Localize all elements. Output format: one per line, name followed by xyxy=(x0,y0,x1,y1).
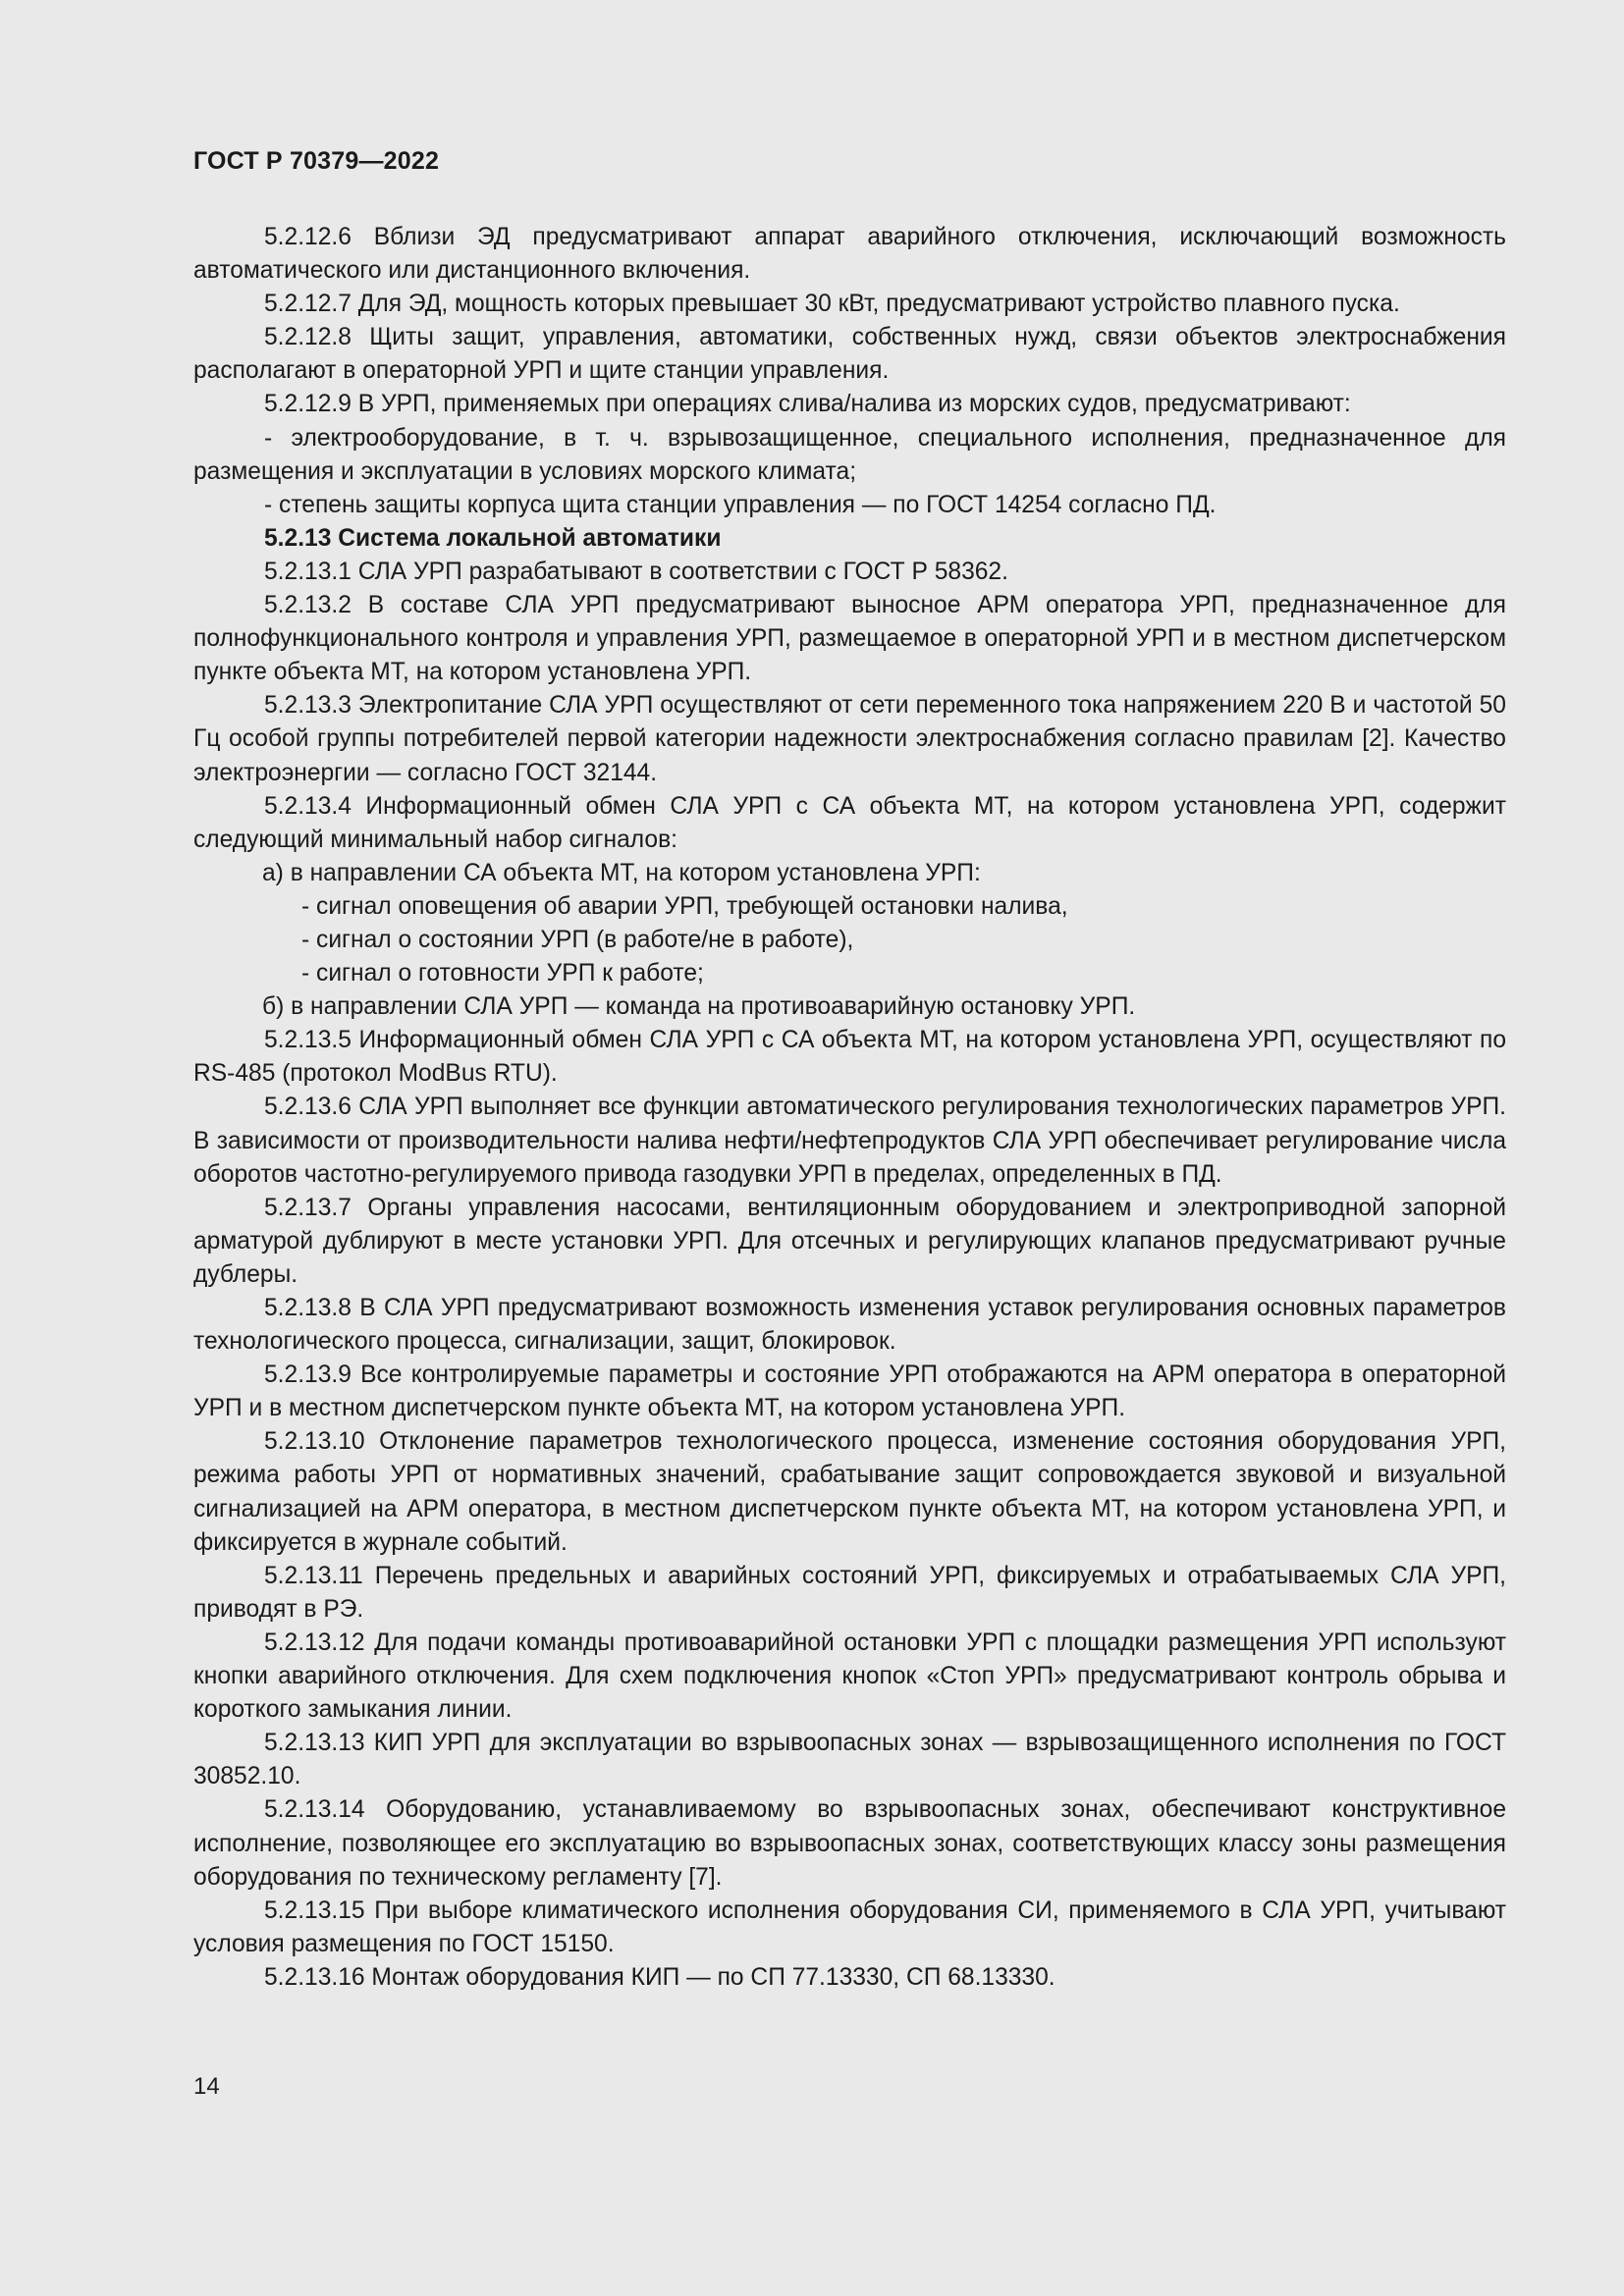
paragraph-5-2-13-7: 5.2.13.7 Органы управления насосами, вентиляционным оборудованием и электроприводной запорной арматурой дублируют в месте установки УРП. Для отсечных и регулирующих клапанов предусматривают ручные дублеры. xyxy=(193,1194,1506,1288)
list-item-a: а) в направлении СА объекта МТ, на котором установлена УРП: xyxy=(262,859,981,886)
paragraph-5-2-13-5: 5.2.13.5 Информационный обмен СЛА УРП с СА объекта МТ, на котором установлена УРП, осуществляют по RS-485 (протокол ModBus RTU). xyxy=(193,1027,1506,1088)
paragraph-5-2-13-4: 5.2.13.4 Информационный обмен СЛА УРП с СА объекта МТ, на котором установлена УРП, содержит следующий минимальный набор сигналов: xyxy=(193,792,1506,853)
document-header: ГОСТ Р 70379—2022 xyxy=(193,147,440,175)
list-item: - электрооборудование, в т. ч. взрывозащищенное, специального исполнения, предназначенное для размещения и эксплуатации в условиях морского климата; xyxy=(193,424,1506,485)
paragraph-5-2-13-14: 5.2.13.14 Оборудованию, устанавливаемому во взрывоопасных зонах, обеспечивают конструктивное исполнение, позволяющее его эксплуатацию во взрывоопасных зонах, соответствующих классу зоны размещения оборудования по техническому регламенту [7]. xyxy=(193,1796,1506,1891)
section-heading: 5.2.13 Система локальной автоматики xyxy=(264,524,722,552)
list-item-b: б) в направлении СЛА УРП — команда на противоаварийную остановку УРП. xyxy=(262,993,1136,1021)
paragraph-5-2-12-9: 5.2.12.9 В УРП, применяемых при операциях слива/налива из морских судов, предусматривают: xyxy=(264,391,1351,418)
list-subitem: - сигнал оповещения об аварии УРП, требующей остановки налива, xyxy=(301,892,1068,920)
document-body xyxy=(193,221,1506,1995)
paragraph-5-2-12-6: 5.2.12.6 Вблизи ЭД предусматривают аппарат аварийного отключения, исключающий возможность автоматического или дистанционного включения. xyxy=(193,224,1506,285)
list-subitem: - сигнал о готовности УРП к работе; xyxy=(301,960,704,988)
page-number: 14 xyxy=(193,2073,220,2100)
paragraph-5-2-13-2: 5.2.13.2 В составе СЛА УРП предусматривают выносное АРМ оператора УРП, предназначенное для полнофункционального контроля и управления УРП, размещаемое в операторной УРП и в местном диспетчерском пункте объекта МТ, на котором установлена УРП. xyxy=(193,592,1506,686)
paragraph-5-2-13-13: 5.2.13.13 КИП УРП для эксплуатации во взрывоопасных зонах — взрывозащищенного исполнения по ГОСТ 30852.10. xyxy=(193,1730,1506,1790)
paragraph-5-2-13-8: 5.2.13.8 В СЛА УРП предусматривают возможность изменения уставок регулирования основных параметров технологического процесса, сигнализации, защит, блокировок. xyxy=(193,1295,1506,1356)
paragraph-5-2-13-16: 5.2.13.16 Монтаж оборудования КИП — по СП 77.13330, СП 68.13330. xyxy=(264,1963,1056,1991)
paragraph-5-2-13-10: 5.2.13.10 Отклонение параметров технологического процесса, изменение состояния оборудования УРП, режима работы УРП от нормативных значений, срабатывание защит сопровождается звуковой и визуальной сигнализацией на АРМ оператора, в местном диспетчерском пункте объекта МТ, на котором установлена УРП, и фиксируется в журнале событий. xyxy=(193,1428,1506,1556)
list-subitem: - сигнал о состоянии УРП (в работе/не в работе), xyxy=(301,926,854,953)
paragraph-5-2-13-15: 5.2.13.15 При выборе климатического исполнения оборудования СИ, применяемого в СЛА УРП, учитывают условия размещения по ГОСТ 15150. xyxy=(193,1896,1506,1957)
list-item: - степень защиты корпуса щита станции управления — по ГОСТ 14254 согласно ПД. xyxy=(264,491,1217,518)
paragraph-5-2-12-7: 5.2.12.7 Для ЭД, мощность которых превышает 30 кВт, предусматривают устройство плавного пуска. xyxy=(264,291,1400,318)
paragraph-5-2-13-1: 5.2.13.1 СЛА УРП разрабатывают в соответствии с ГОСТ Р 58362. xyxy=(264,558,1008,585)
paragraph-5-2-13-11: 5.2.13.11 Перечень предельных и аварийных состояний УРП, фиксируемых и отрабатываемых СЛА УРП, приводят в РЭ. xyxy=(193,1562,1506,1623)
paragraph-5-2-13-12: 5.2.13.12 Для подачи команды противоаварийной остановки УРП с площадки размещения УРП используют кнопки аварийного отключения. Для схем подключения кнопок «Стоп УРП» предусматривают контроль обрыва и короткого замыкания линии. xyxy=(193,1629,1506,1724)
paragraph-5-2-13-6: 5.2.13.6 СЛА УРП выполняет все функции автоматического регулирования технологических параметров УРП. В зависимости от производительности налива нефти/нефтепродуктов СЛА УРП обеспечивает регулирование числа оборотов частотно-регулируемого привода газодувки УРП в пределах, определенных в ПД. xyxy=(193,1094,1506,1188)
paragraph-5-2-12-8: 5.2.12.8 Щиты защит, управления, автоматики, собственных нужд, связи объектов электроснабжения располагают в операторной УРП и щите станции управления. xyxy=(193,324,1506,385)
paragraph-5-2-13-9: 5.2.13.9 Все контролируемые параметры и состояние УРП отображаются на АРМ оператора в операторной УРП и в местном диспетчерском пункте объекта МТ, на котором установлена УРП. xyxy=(193,1362,1506,1422)
paragraph-5-2-13-3: 5.2.13.3 Электропитание СЛА УРП осуществляют от сети переменного тока напряжением 220 В и частотой 50 Гц особой группы потребителей первой категории надежности электроснабжения согласно правилам [2]. Качество электроэнергии — согласно ГОСТ 32144. xyxy=(193,692,1506,786)
